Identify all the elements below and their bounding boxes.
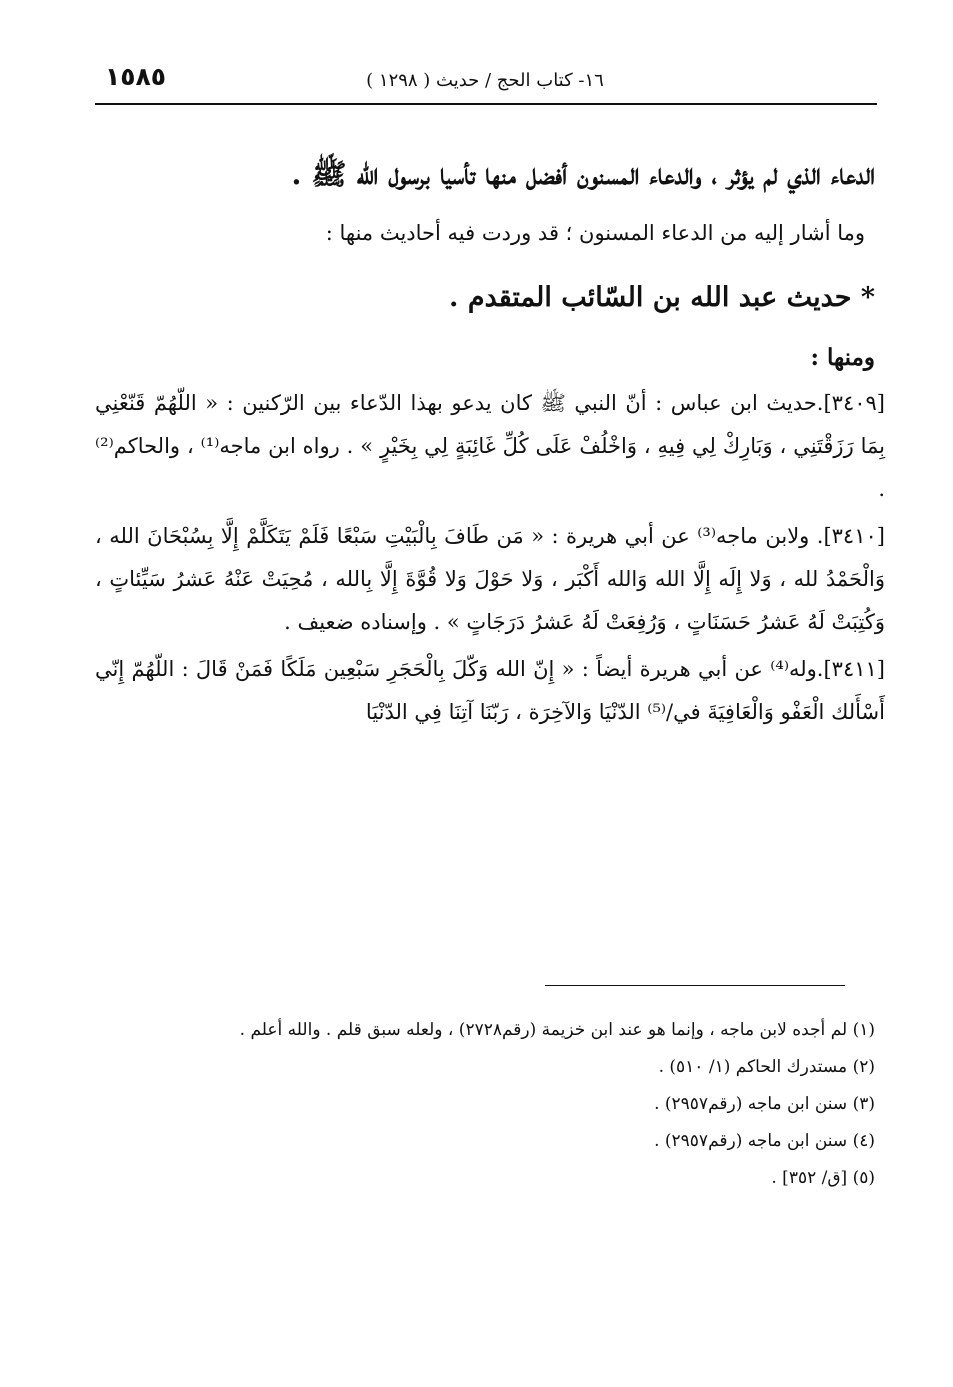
hadith-paragraph bbox=[95, 648, 885, 734]
section-heading: * حديث عبد الله بن السّائب المتقدم . bbox=[449, 282, 875, 313]
intro-paragraph: وما أشار إليه من الدعاء المسنون ؛ قد وردت فيه أحاديث منها : bbox=[325, 221, 865, 245]
footnote: (٢) مستدرك الحاكم (١/ ٥١٠) . bbox=[658, 1057, 875, 1077]
page-number: ١٥٨٥ bbox=[105, 62, 167, 91]
footnote-rule bbox=[545, 985, 845, 986]
page-header bbox=[95, 62, 875, 102]
hadith-paragraph bbox=[95, 515, 885, 644]
header-rule bbox=[95, 103, 877, 105]
footnote: (٥) [ق/ ٣٥٢] . bbox=[771, 1168, 875, 1188]
footnote: (٤) سنن ابن ماجه (رقم٢٩٥٧) . bbox=[654, 1131, 875, 1151]
main-text bbox=[95, 140, 885, 734]
hadith-number: [٣٤١٠] bbox=[823, 524, 885, 548]
hadith-text: .حديث ابن عباس : أنّ النبي ﷺ كان يدعو بهذا الدّعاء بين الرّكنين : « اللّهُمّ قَنّعْنِي بِمَا رَزَقْتَنِي ، وَبَارِكْ لِي فِيهِ ، وَاخْلُفْ عَلَى كُلِّ غَائِبَةٍ لِي بِخَيْرٍ » . رواه ابن ماجه⁽¹⁾ ، والحاكم⁽²⁾ . bbox=[95, 391, 885, 501]
hadith-paragraph bbox=[95, 382, 885, 511]
footnotes bbox=[95, 1012, 875, 1197]
lead-paragraph: الدعاء الذي لم يؤثر ، والدعاء المسنون أفضل منها تأسيا برسول الله ﷺ . bbox=[291, 157, 875, 191]
footnote: (٣) سنن ابن ماجه (رقم٢٩٥٧) . bbox=[654, 1094, 875, 1114]
hadith-text: . ولابن ماجه⁽³⁾ عن أبي هريرة : « مَن طَافَ بِالْبَيْتِ سَبْعًا فَلَمْ يَتَكَلَّمْ إِلَّا بِسُبْحَانَ الله ، وَالْحَمْدُ لله ، وَلا إِلَه إِلَّا الله وَالله أَكْبَر ، وَلا حَوْلَ وَلا قُوَّةَ إِلَّا بِالله ، مُحِيَتْ عَنْهُ عَشرُ سَيِّئاتٍ ، وَكُتِبَتْ لَهُ عَشرُ حَسَنَاتٍ ، وَرُفِعَتْ لَهُ عَشرُ دَرَجَاتٍ » . وإسناده ضعيف . bbox=[95, 524, 885, 634]
running-title: ١٦- كتاب الحج / حديث ( ١٢٩٨ ) bbox=[366, 70, 604, 91]
hadith-number: [٣٤٠٩] bbox=[823, 391, 885, 415]
footnote: (١) لم أجده لابن ماجه ، وإنما هو عند ابن خزيمة (رقم٢٧٢٨) ، ولعله سبق قلم . والله أعلم . bbox=[239, 1020, 875, 1040]
hadith-number: [٣٤١١] bbox=[823, 657, 885, 681]
subheading: ومنها : bbox=[810, 344, 875, 371]
hadith-text: .وله⁽⁴⁾ عن أبي هريرة أيضاً : « إِنّ الله وَكّلَ بِالْحَجَرِ سَبْعِين مَلَكًا فَمَنْ قَالَ : اللّهُمّ إِنّي أَسْأَلك الْعَفْو وَالْعَافِيَةَ في/⁽⁵⁾ الدّنْيَا وَالآخِرَة ، رَبّنَا آتِنَا فِي الدّنْيَا bbox=[95, 657, 885, 724]
